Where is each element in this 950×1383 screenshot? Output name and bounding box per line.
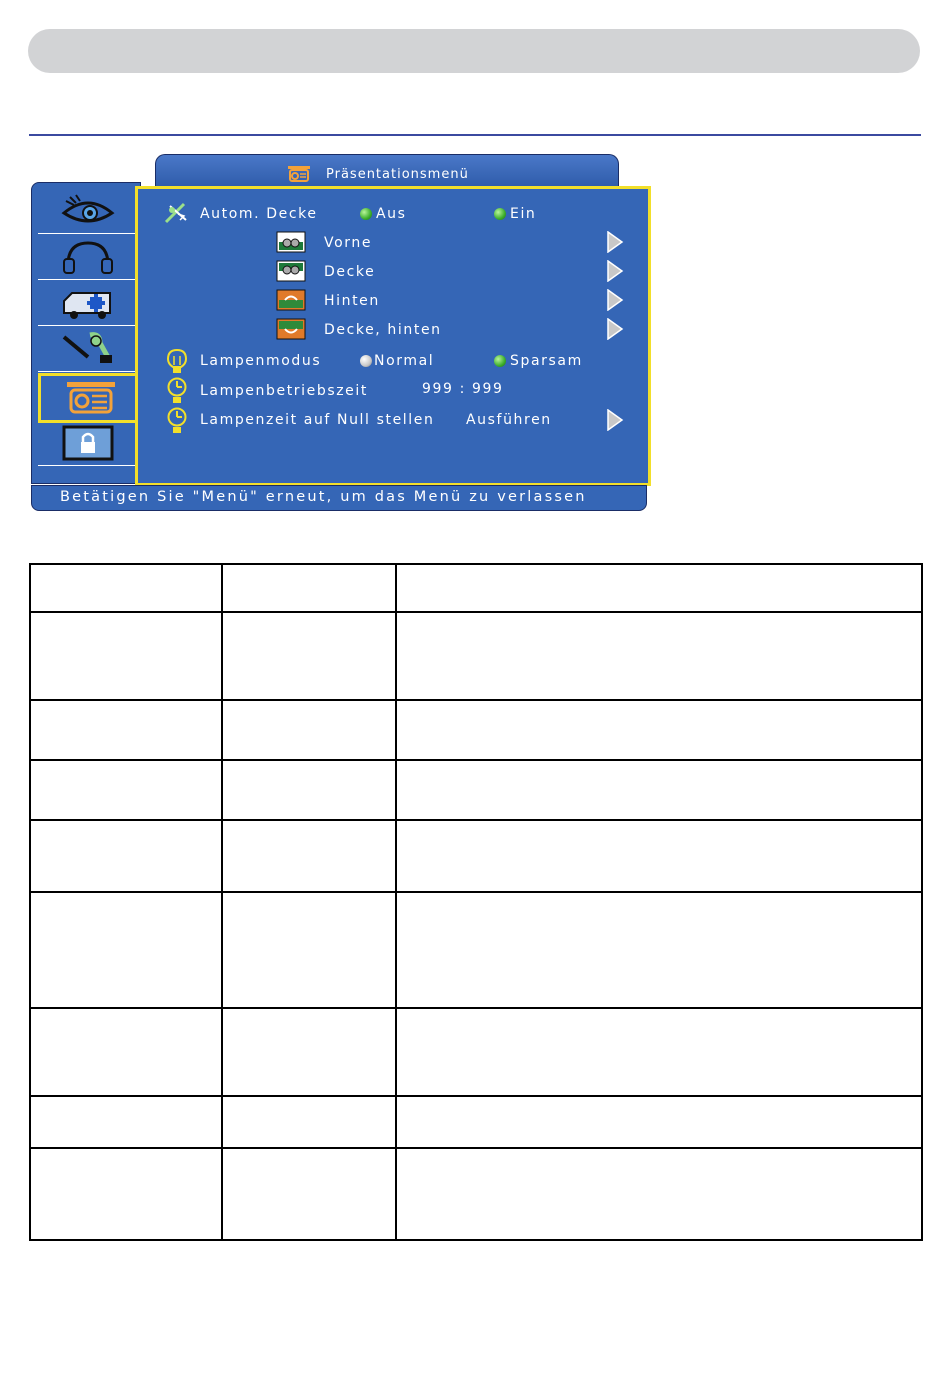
- table-cell: [30, 1148, 222, 1240]
- table-row: [30, 760, 922, 820]
- sidebar-tab-emergency[interactable]: [38, 281, 136, 326]
- settings-table: [29, 563, 923, 1241]
- sidebar-tab-image[interactable]: [38, 189, 136, 234]
- eye-icon: [60, 193, 116, 229]
- lamp-mode-eco-radio[interactable]: [494, 355, 506, 367]
- sidebar-tab-audio[interactable]: [38, 235, 136, 280]
- auto-ceiling-off-radio[interactable]: [360, 208, 372, 220]
- table-cell: [222, 892, 396, 1008]
- table-cell: [222, 1148, 396, 1240]
- table-cell: [30, 892, 222, 1008]
- ceiling-label: Decke: [324, 264, 376, 280]
- lamp-hours-icon: [166, 377, 188, 405]
- lamp-reset-label: Lampenzeit auf Null stellen: [200, 412, 435, 428]
- sidebar-tab-tools[interactable]: [38, 327, 136, 372]
- table-cell: [396, 1096, 922, 1148]
- front-arrow-icon[interactable]: [606, 231, 624, 253]
- table-cell: [222, 1008, 396, 1096]
- lamp-mode-label: Lampenmodus: [200, 353, 322, 369]
- table-cell: [396, 760, 922, 820]
- table-cell: [396, 820, 922, 892]
- rear-label: Hinten: [324, 293, 380, 309]
- projector-icon: [287, 165, 311, 183]
- page-header-bar: [28, 29, 920, 73]
- sidebar-tab-presentation[interactable]: [38, 373, 138, 423]
- osd-title: Präsentationsmenü: [326, 167, 469, 182]
- lamp-mode-normal-label: Normal: [374, 353, 435, 369]
- table-cell: [396, 892, 922, 1008]
- lamp-hours-label: Lampenbetriebszeit: [200, 383, 368, 399]
- table-cell: [30, 820, 222, 892]
- auto-ceiling-off-label: Aus: [376, 206, 407, 222]
- table-cell: [222, 1096, 396, 1148]
- table-row: [30, 564, 922, 612]
- rear-projection-icon: [276, 289, 306, 311]
- table-cell: [30, 1008, 222, 1096]
- table-cell: [396, 1008, 922, 1096]
- lamp-reset-icon: [166, 407, 188, 435]
- auto-ceiling-icon: [164, 202, 190, 224]
- table-row: [30, 1096, 922, 1148]
- table-cell: [30, 564, 222, 612]
- table-row: [30, 700, 922, 760]
- table-cell: [30, 1096, 222, 1148]
- front-label: Vorne: [324, 235, 373, 251]
- table-row: [30, 892, 922, 1008]
- ambulance-icon: [60, 285, 116, 321]
- table-cell: [222, 564, 396, 612]
- lamp-hours-value: 999 : 999: [422, 381, 504, 397]
- table-cell: [396, 1148, 922, 1240]
- tools-icon: [60, 331, 116, 367]
- table-row: [30, 1008, 922, 1096]
- rear-arrow-icon[interactable]: [606, 289, 624, 311]
- sidebar-tab-security[interactable]: [38, 421, 136, 466]
- lamp-reset-action[interactable]: Ausführen: [466, 412, 552, 428]
- table-cell: [222, 700, 396, 760]
- auto-ceiling-on-radio[interactable]: [494, 208, 506, 220]
- table-row: [30, 612, 922, 700]
- osd-title-tab: [155, 154, 619, 189]
- table-row: [30, 820, 922, 892]
- osd-sidebar: [31, 182, 141, 484]
- table-cell: [396, 564, 922, 612]
- table-cell: [222, 820, 396, 892]
- lamp-mode-eco-label: Sparsam: [510, 353, 583, 369]
- auto-ceiling-label: Autom. Decke: [200, 206, 318, 222]
- lock-icon: [60, 425, 116, 461]
- table-row: [30, 1148, 922, 1240]
- table-cell: [30, 760, 222, 820]
- ceiling-rear-arrow-icon[interactable]: [606, 318, 624, 340]
- headphones-icon: [60, 239, 116, 275]
- lamp-icon: [166, 348, 188, 374]
- ceiling-arrow-icon[interactable]: [606, 260, 624, 282]
- table-cell: [30, 700, 222, 760]
- lamp-reset-arrow-icon[interactable]: [606, 409, 624, 431]
- projector-icon: [63, 380, 119, 416]
- ceiling-projection-icon: [276, 260, 306, 282]
- ceiling-rear-label: Decke, hinten: [324, 322, 442, 338]
- header-divider: [29, 134, 921, 136]
- lamp-mode-normal-radio[interactable]: [360, 355, 372, 367]
- front-projection-icon: [276, 231, 306, 253]
- table-cell: [30, 612, 222, 700]
- osd-footer-hint: Betätigen Sie "Menü" erneut, um das Menü zu verlassen: [60, 489, 587, 505]
- osd-footer: [31, 485, 647, 511]
- table-cell: [222, 612, 396, 700]
- table-cell: [396, 700, 922, 760]
- table-cell: [396, 612, 922, 700]
- table-cell: [222, 760, 396, 820]
- ceiling-rear-projection-icon: [276, 318, 306, 340]
- osd-menu-screenshot: [29, 152, 649, 514]
- auto-ceiling-on-label: Ein: [510, 206, 537, 222]
- osd-main-panel: [135, 186, 651, 486]
